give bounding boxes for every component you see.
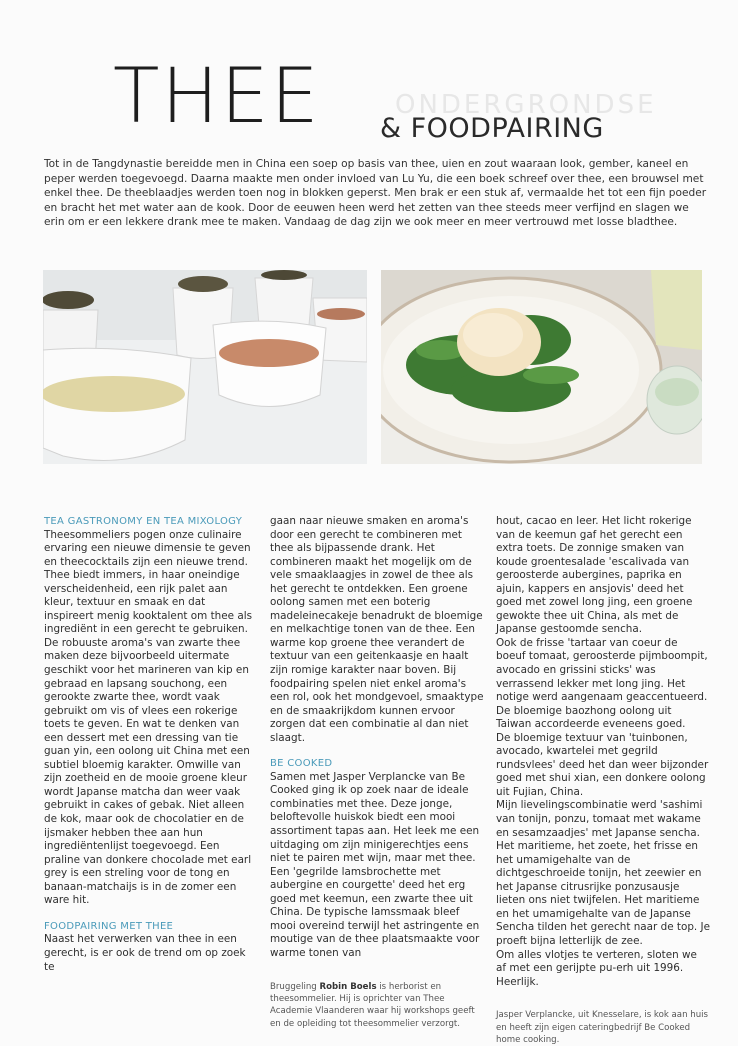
body-paragraph: Mijn lievelingscombinatie werd 'sashimi van tonijn, ponzu, tomaat met wakame en sesamzaadjes' met Japanse sencha. Het maritieme, het zoete, het frisse en het umamigehalte van de dichtgeschroeide tonijn, het zeewier en het Japanse citrusrijke ponzusausje lieten ons niet twijfelen. Het maritieme en het umamigehalte van de Japanse Sencha tilden het gerecht naar de top. Je proeft bijna letterlijk de zee.: [496, 799, 710, 947]
author-bio: [270, 981, 484, 1031]
body-paragraph: Naast het verwerken van thee in een gerecht, is er ook de trend om op zoek te: [44, 933, 246, 973]
tea-cups-illustration: [43, 270, 367, 464]
body-paragraph: Theesommeliers pogen onze culinaire ervaring een nieuwe dimensie te geven en theecocktails zijn een nieuwe trend. Thee biedt immers, in haar oneindige verscheidenheid, een rijk palet aan kleur, textuur en smaak en dat inspireert menig kooktalent om thee als ingrediënt in een gerecht te gebruiken. De robuuste aroma's van zwarte thee maken deze bijvoorbeeld uitermate geschikt voor het marineren van kip en gebraad en lapsang souchong, een gerookte zwarte thee, wordt vaak gebruikt om vis of vlees een rokerige toets te geven. En wat te denken van een dessert met een dressing van tie guan yin, een oolong uit China met een subtiel bloemig karakter. Omwille van zijn zoetheid en de mooie groene kleur wordt Japanse matcha dan weer vaak gebruikt in cakes of gebak. Niet alleen de kok, maar ook de chocolatier en de ijsmaker hebben thee aan hun ingrediëntenlijst toegevoegd. Een praline van donkere chocolade met earl grey is een streling voor de tong en banaan-matchaijs is in de zomer een ware hit.: [44, 528, 252, 907]
author-bio-prefix: Bruggeling: [270, 981, 317, 992]
background-watermark-text: ONDERGRONDSE: [395, 90, 657, 120]
body-paragraph: Om alles vlotjes te verteren, sloten we af met een gerijpte pu-erh uit 1996. Heerlijk.: [496, 948, 697, 988]
page-subtitle: & FOODPAIRING: [380, 113, 604, 144]
author-bio-text: is herborist en theesommelier. Hij is oprichter van Thee Academie Vlaanderen waar hij workshops geeft en de opleiding tot theesommelier verzorgt.: [270, 981, 475, 1029]
body-paragraph: hout, cacao en leer. Het licht rokerige van de keemun gaf het gerecht een extra toets. De zonnige smaken van koude groentesalade 'escalivada van geroosterde aubergines, paprika en ajuin, kappers en ansjovis' deed het goed met zowel long jing, een groene gewokte thee uit China, als met de Japanse gestoomde sencha.: [496, 515, 693, 636]
dish-photo: [381, 270, 702, 464]
section-heading-tea-gastronomy: TEA GASTRONOMY EN TEA MIXOLOGY: [44, 516, 243, 527]
dish-illustration: [381, 270, 702, 464]
body-paragraph: Een 'gegrilde lamsbrochette met aubergine en courgette' deed het erg goed met keemun, een zwarte thee uit China. De typische lamssmaak bleef mooi overeind terwijl het astringente en moutige van de thee plaatsmaakte voor warme tonen van: [270, 865, 480, 959]
body-paragraph: Samen met Jasper Verplancke van Be Cooked ging ik op zoek naar de ideale combinaties met thee. Deze jonge, beloftevolle huiskok biedt een mooi assortiment tapas aan. Het leek me een uitdaging om zijn minigerechtjes eens niet te pairen met wijn, maar met thee.: [270, 770, 480, 865]
article-column-2: [270, 515, 484, 1030]
article-column-1: [44, 515, 258, 974]
body-paragraph: gaan naar nieuwe smaken en aroma's door een gerecht te combineren met thee als bijpassende drank. Het combineren maakt het mogelijk om de vele smaaklaagjes in zowel de thee als het gerecht te ontdekken. Een groene oolong samen met een boterig madeleinecakeje benadrukt de bloemige en melkachtige tonen van de thee. Een warme kop groene thee verandert de textuur van een geitenkaasje en haalt zijn romige karakter naar boven. Bij foodpairing spelen niet enkel aroma's een rol, ook het mondgevoel, smaaktype en de smaakrijkdom kunnen ervoor zorgen dat een combinatie al dan niet slaagt.: [270, 515, 484, 744]
author-name: Robin Boels: [319, 981, 377, 992]
chef-bio: Jasper Verplancke, uit Knesselare, is kok aan huis en heeft zijn eigen cateringbedrijf Be Cooked home cooking.: [496, 1010, 709, 1045]
section-heading-foodpairing: FOODPAIRING MET THEE: [44, 920, 174, 932]
tea-cups-photo: [43, 270, 367, 464]
section-heading-be-cooked: BE COOKED: [270, 758, 333, 770]
body-paragraph: Ook de frisse 'tartaar van coeur de boeuf tomaat, geroosterde pijmboompit, avocado en grissini sticks' was verrassend lekker met long jing. Het notige werd aangenaam geaccentueerd. De bloemige baozhong oolong uit Taiwan accordeerde eveneens goed.: [496, 636, 708, 731]
body-paragraph: De bloemige textuur van 'tuinbonen, avocado, kwartelei met gegrild rundsvlees' deed het dan weer bijzonder goed met shui xian, een donkere oolong uit Fujian, China.: [496, 731, 709, 798]
intro-paragraph: Tot in de Tangdynastie bereidde men in China een soep op basis van thee, uien en zout waaraan look, gember, kaneel en peper werden toegevoegd. Daarna maakte men onder invloed van Lu Yu, die een boek schreef over thee, een brouwsel met enkel thee. De theeblaadjes werden toen nog in blokken geperst. Men brak er een stuk af, vermaalde het tot een fijn poeder en bracht het met water aan de kook. Door de eeuwen heen werd het zetten van thee steeds meer verfijnd en slagen we erin om er een lekkere drank mee te maken. Vandaag de dag zijn we ook meer en meer vertrouwd met losse bladthee.: [44, 158, 707, 229]
page-title: THEE: [113, 51, 321, 140]
article-column-3: [496, 515, 710, 1046]
